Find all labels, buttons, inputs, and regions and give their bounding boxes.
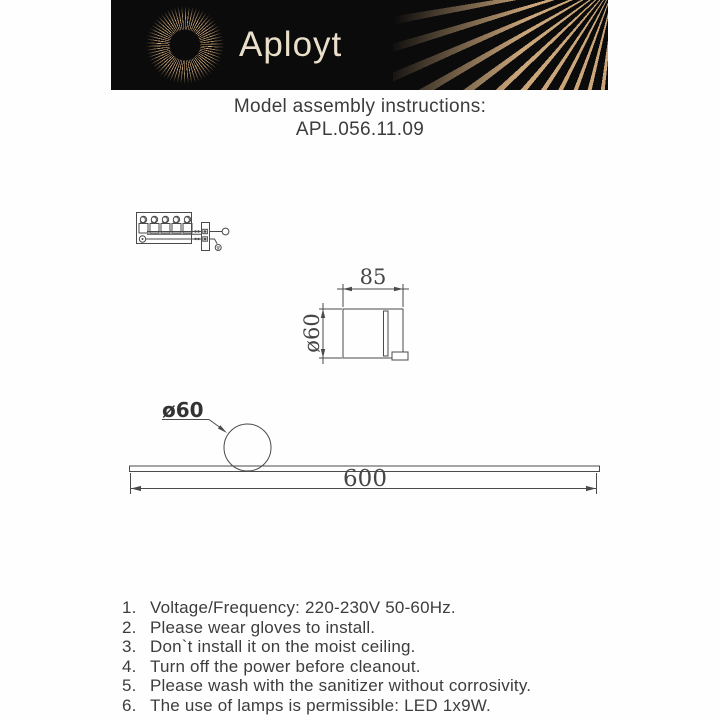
page-title: Model assembly instructions: xyxy=(233,96,487,117)
item-text: Don`t install it on the moist ceiling. xyxy=(150,637,416,657)
wires xyxy=(146,230,202,240)
terminal-symbol xyxy=(172,216,181,233)
fixture-head-circle xyxy=(224,424,271,471)
head-diameter-callout xyxy=(162,398,227,433)
cylinder-seam xyxy=(384,311,389,356)
diameter-label: ø60 xyxy=(300,313,324,353)
header-banner xyxy=(111,0,608,90)
length-dimension xyxy=(131,466,597,494)
item-number: 3. xyxy=(122,637,137,657)
item-number: 5. xyxy=(122,676,137,696)
wiring-diagram xyxy=(130,198,250,260)
terminal-symbol xyxy=(161,216,170,233)
connector-block xyxy=(202,223,210,251)
screw-symbol xyxy=(139,236,145,242)
list-item xyxy=(122,657,602,677)
item-number: 4. xyxy=(122,656,137,676)
item-number: 1. xyxy=(122,598,137,617)
item-text: Turn off the power before cleanout. xyxy=(150,656,421,676)
item-text: The use of lamps is permissible: LED 1x9W. xyxy=(150,695,491,715)
list-item xyxy=(122,598,602,618)
terminal-symbol xyxy=(183,216,192,233)
cylinder-body xyxy=(343,309,403,358)
terminal-symbol xyxy=(150,216,159,233)
width-label: 85 xyxy=(359,265,387,289)
item-text: Please wear gloves to install. xyxy=(150,617,376,637)
item-text: Voltage/Frequency: 220-230V 50-60Hz. xyxy=(150,598,456,617)
ground-symbol xyxy=(210,239,222,251)
cylinder-drawing xyxy=(300,258,420,370)
rays-fade-overlay xyxy=(393,0,608,90)
list-item xyxy=(122,696,602,716)
item-number: 6. xyxy=(122,695,137,715)
sunburst-logo-icon xyxy=(145,5,225,85)
item-text: Please wash with the sanitizer without corrosivity. xyxy=(150,676,532,696)
cylinder-connector xyxy=(392,352,408,360)
instructions-list xyxy=(122,598,602,716)
lamp-terminal-circle xyxy=(222,228,229,235)
fixture-drawing xyxy=(118,388,610,506)
head-diameter-label: ø60 xyxy=(162,398,204,422)
list-item xyxy=(122,676,602,696)
list-item xyxy=(122,637,602,657)
brand-wordmark: Aployt xyxy=(239,25,343,64)
list-item xyxy=(122,618,602,638)
length-label: 600 xyxy=(343,466,387,492)
item-number: 2. xyxy=(122,617,137,637)
width-dimension xyxy=(337,265,409,307)
model-number: APL.056.11.09 xyxy=(295,119,425,140)
terminal-symbol xyxy=(139,216,148,233)
title-block xyxy=(0,95,720,141)
diameter-dimension xyxy=(300,303,342,364)
